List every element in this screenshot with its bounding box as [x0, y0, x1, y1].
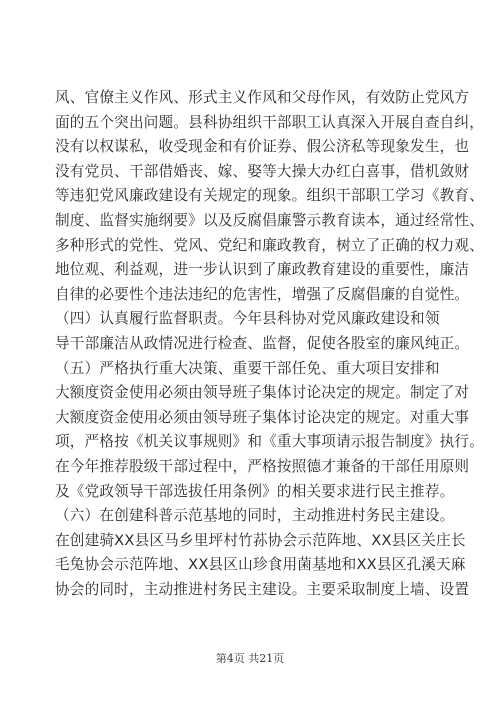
text-line: 没有以权谋私，收受现金和有价证券、假公济私等现象发生，也 [55, 138, 470, 156]
text-line: 大额度资金使用必须由领导班子集体讨论决定的规定。对重大事 [55, 408, 470, 426]
text-line: 在创建骑XX县区马乡里坪村竹荪协会示范阵地、XX县区关庄长 [55, 531, 466, 549]
page-number-footer: 第4页 共21页 [215, 652, 285, 665]
text-line: 风、官僚主义作风、形式主义作风和父母作风，有效防止党风方 [55, 89, 470, 106]
text-line: 及《党政领导干部选拔任用条例》的相关要求进行民主推荐。 [55, 482, 455, 500]
text-line: 大额度资金使用必须由领导班子集体讨论决定的规定。制定了对 [55, 384, 470, 402]
text-line: 面的五个突出问题。县科协组织干部职工认真深入开展自查自纠， [55, 113, 485, 131]
text-line: 没有党员、干部借婚丧、嫁、娶等大操大办红白喜事，借机敛财 [55, 162, 470, 180]
text-line: 毛兔协会示范阵地、XX县区山珍食用菌基地和XX县区孔溪天麻 [55, 556, 466, 574]
text-line: 多种形式的党性、党风、党纪和廉政教育，树立了正确的权力观、 [55, 236, 485, 254]
text-line: （五）严格执行重大决策、重要干部任免、重大项目安排和 [55, 359, 440, 377]
text-line: （六）在创建科普示范基地的同时，主动推进村务民主建设。 [55, 507, 455, 525]
text-line: 项，严格按《机关议事规则》和《重大事项请示报告制度》执行。 [55, 433, 485, 451]
text-line: 在今年推荐股级干部过程中，严格按照德才兼备的干部任用原则 [55, 457, 470, 475]
text-line: 地位观、利益观，进一步认识到了廉政教育建设的重要性，廉洁 [55, 261, 470, 279]
text-line: 等违犯党风廉政建设有关规定的现象。组织干部职工学习《教育、 [55, 187, 485, 205]
document-body [55, 86, 485, 602]
text-line: 制度、监督实施纲要》以及反腐倡廉警示教育读本，通过经常性、 [55, 211, 485, 229]
text-line: （四）认真履行监督职责。今年县科协对党风廉政建设和领 [55, 310, 440, 328]
text-line: 自律的必要性个违法违纪的危害性，增强了反腐倡廉的自觉性。 [55, 285, 470, 303]
text-line: 导干部廉洁从政情况进行检查、监督，促使各股室的廉风纯正。 [55, 334, 470, 352]
text-line: 协会的同时，主动推进村务民主建设。主要采取制度上墙、设置 [55, 580, 470, 598]
